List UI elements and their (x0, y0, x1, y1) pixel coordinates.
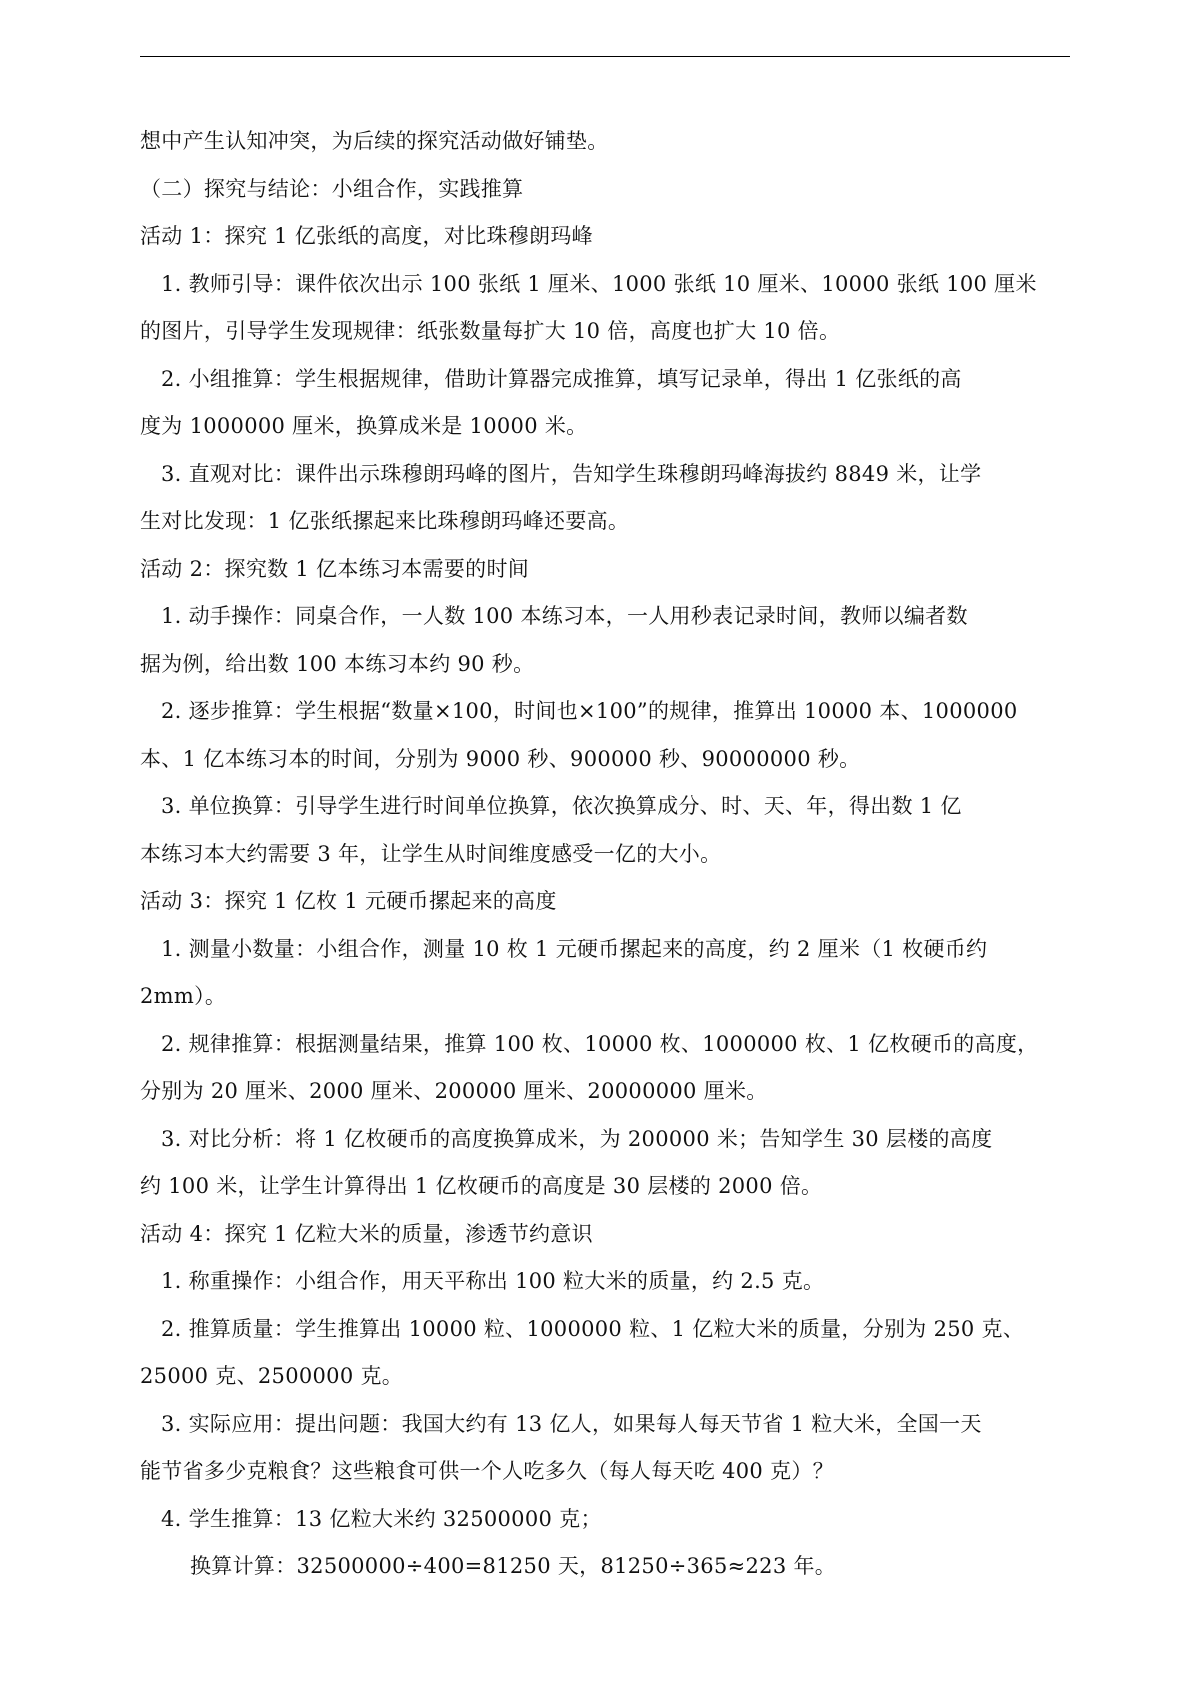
paragraph-line: 度为 1000000 厘米，换算成米是 10000 米。 (140, 414, 588, 438)
paragraph-line: 2. 规律推算：根据测量结果，推算 100 枚、10000 枚、1000000 枚、1 亿枚硬币的高度， (161, 1031, 1039, 1056)
section-heading: （二）探究与结论：小组合作，实践推算 (140, 176, 524, 201)
paragraph-line: 2. 推算质量：学生推算出 10000 粒、1000000 粒、1 亿粒大米的质量，分别为 250 克、 (161, 1316, 1025, 1341)
paragraph-line: 1. 动手操作：同桌合作，一人数 100 本练习本，一人用秒表记录时间，教师以编者数 (161, 604, 968, 628)
paragraph-line: 2mm）。 (140, 984, 227, 1008)
paragraph-line: 想中产生认知冲突，为后续的探究活动做好铺垫。 (140, 129, 609, 153)
paragraph-line: 的图片，引导学生发现规律：纸张数量每扩大 10 倍，高度也扩大 10 倍。 (140, 319, 841, 343)
paragraph-line: 本练习本大约需要 3 年，让学生从时间维度感受一亿的大小。 (140, 841, 722, 866)
activity-heading: 活动 4：探究 1 亿粒大米的质量，渗透节约意识 (140, 1221, 593, 1246)
paragraph-line: 2. 小组推算：学生根据规律，借助计算器完成推算，填写记录单，得出 1 亿张纸的高 (161, 366, 962, 391)
paragraph-line: 3. 对比分析：将 1 亿枚硬币的高度换算成米，为 200000 米；告知学生 30 层楼的高度 (161, 1126, 993, 1151)
paragraph-line: 生对比发现：1 亿张纸摞起来比珠穆朗玛峰还要高。 (140, 509, 630, 533)
paragraph-line: 分别为 20 厘米、2000 厘米、200000 厘米、20000000 厘米。 (140, 1079, 768, 1103)
paragraph-line: 3. 实际应用：提出问题：我国大约有 13 亿人，如果每人每天节省 1 粒大米，全国一天 (161, 1411, 982, 1436)
document-body (140, 118, 1070, 1591)
paragraph-line: 4. 学生推算：13 亿粒大米约 32500000 克； (161, 1506, 602, 1531)
activity-heading: 活动 3：探究 1 亿枚 1 元硬币摞起来的高度 (140, 889, 557, 913)
paragraph-line: 据为例，给出数 100 本练习本约 90 秒。 (140, 651, 535, 676)
paragraph-line: 25000 克、2500000 克。 (140, 1364, 404, 1388)
paragraph-line: 3. 直观对比：课件出示珠穆朗玛峰的图片，告知学生珠穆朗玛峰海拔约 8849 米，让学 (161, 461, 982, 486)
paragraph-line: 1. 测量小数量：小组合作，测量 10 枚 1 元硬币摞起来的高度，约 2 厘米（1 枚硬币约 (161, 936, 988, 961)
paragraph-line: 本、1 亿本练习本的时间，分别为 9000 秒、900000 秒、90000000 秒。 (140, 746, 861, 771)
paragraph-line: 3. 单位换算：引导学生进行时间单位换算，依次换算成分、时、天、年，得出数 1 亿 (161, 794, 962, 818)
paragraph-line: 约 100 米，让学生计算得出 1 亿枚硬币的高度是 30 层楼的 2000 倍。 (140, 1174, 823, 1198)
paragraph-line: 能节省多少克粮食？这些粮食可供一个人吃多久（每人每天吃 400 克）？ (140, 1459, 834, 1483)
activity-heading: 活动 1：探究 1 亿张纸的高度，对比珠穆朗玛峰 (140, 224, 593, 248)
paragraph-line: 1. 称重操作：小组合作，用天平称出 100 粒大米的质量，约 2.5 克。 (161, 1269, 825, 1293)
header-rule (140, 56, 1070, 57)
paragraph-line: 2. 逐步推算：学生根据“数量×100，时间也×100”的规律，推算出 10000 本、1000000 (161, 699, 1018, 723)
activity-heading: 活动 2：探究数 1 亿本练习本需要的时间 (140, 556, 530, 581)
paragraph-line: 1. 教师引导：课件依次出示 100 张纸 1 厘米、1000 张纸 10 厘米、10000 张纸 100 厘米 (161, 271, 1037, 296)
paragraph-line: 换算计算：32500000÷400=81250 天，81250÷365≈223 年。 (190, 1554, 837, 1578)
